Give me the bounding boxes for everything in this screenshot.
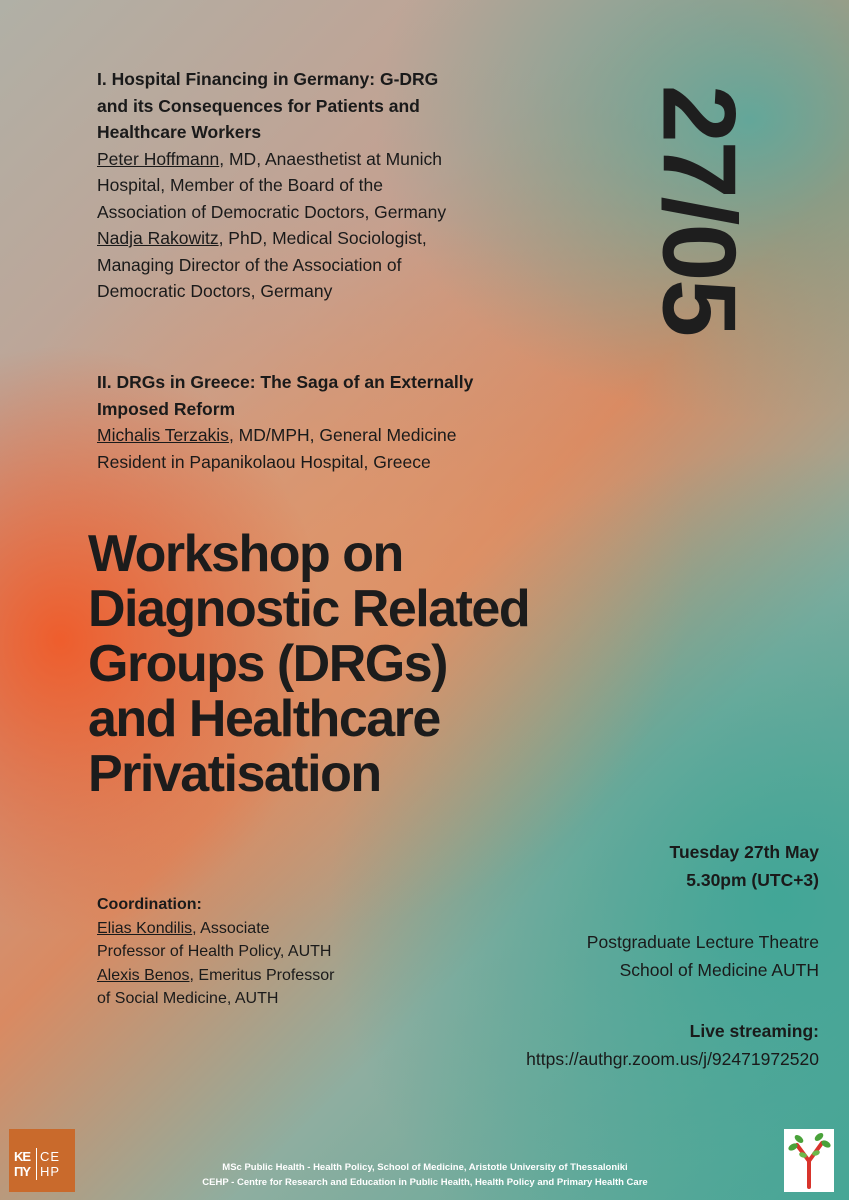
headline-line: Groups (DRGs) (88, 635, 447, 693)
speaker-2-line (97, 225, 517, 252)
speaker-3-desc: , MD/MPH, General Medicine (228, 425, 457, 445)
event-hour: 5.30pm (UTC+3) (686, 870, 819, 890)
footer (120, 1160, 730, 1190)
coordinator-1-line (97, 917, 397, 941)
speaker-3-desc: Resident in Papanikolaou Hospital, Greece (97, 451, 431, 472)
logo-text: KE (14, 1149, 31, 1164)
event-time (670, 838, 819, 894)
coordinator-2-desc: , Emeritus Professor (189, 966, 335, 984)
live-stream-link[interactable]: https://authgr.zoom.us/j/92471972520 (526, 1049, 819, 1069)
coordinator-2-desc: of Social Medicine, AUTH (97, 990, 279, 1007)
talk-1 (97, 66, 517, 305)
headline-line: Privatisation (88, 745, 381, 803)
coordinator-1-desc: , Associate (192, 919, 270, 937)
speaker-3-name: Michalis Terzakis (97, 425, 229, 445)
headline-line: Diagnostic Related (88, 580, 530, 638)
talk-1-title-line: and its Consequences for Patients and (97, 95, 420, 116)
speaker-2-desc: Democratic Doctors, Germany (97, 281, 333, 301)
coordinator-1-desc: Professor of Health Policy, AUTH (97, 943, 332, 960)
event-location (587, 928, 819, 984)
logo-text: HP (40, 1164, 61, 1179)
speaker-3-line (97, 422, 517, 449)
location-line: Postgraduate Lecture Theatre (586, 932, 819, 952)
university-tree-logo (784, 1129, 834, 1192)
speaker-2-desc: Managing Director of the Association of (97, 254, 402, 275)
logo-divider (36, 1148, 37, 1180)
coordination-title: Coordination: (97, 896, 202, 913)
speaker-1-line (97, 146, 517, 173)
tree-icon (784, 1129, 834, 1192)
speaker-1-desc: , MD, Anaesthetist at Munich (219, 148, 442, 169)
coordinator-1-name: Elias Kondilis (97, 919, 193, 937)
logo-text: CE (40, 1149, 61, 1164)
event-date-text: 27/05 (640, 84, 757, 336)
coordination (97, 893, 397, 1011)
coordinator-2-line (97, 964, 397, 988)
event-date (640, 60, 757, 360)
speaker-1-desc: Hospital, Member of the Board of the (97, 175, 383, 195)
cehp-logo (9, 1129, 75, 1192)
footer-line: MSc Public Health - Health Policy, School of Medicine, Aristotle University of Thessaloniki (222, 1162, 628, 1173)
headline-line: Workshop on (88, 525, 403, 583)
coordinator-2-name: Alexis Benos (97, 966, 190, 984)
talk-2-title-line: II. DRGs in Greece: The Saga of an Externally (97, 372, 474, 392)
speaker-1-desc: Association of Democratic Doctors, Germany (97, 201, 447, 222)
talk-1-title-line: I. Hospital Financing in Germany: G-DRG (97, 69, 439, 89)
speaker-2-name: Nadja Rakowitz (97, 228, 219, 248)
talk-2 (97, 369, 517, 475)
logo-text: ΠΥ (14, 1164, 31, 1179)
talk-1-title-line: Healthcare Workers (97, 122, 262, 142)
headline-line: and Healthcare (88, 690, 440, 748)
location-line: School of Medicine AUTH (619, 960, 819, 980)
speaker-2-desc: , PhD, Medical Sociologist, (218, 228, 427, 248)
speaker-1-name: Peter Hoffmann (97, 148, 220, 169)
footer-line: CEHP - Centre for Research and Education in Public Health, Health Policy and Primary Health Care (202, 1177, 648, 1188)
live-stream-label: Live streaming: (689, 1021, 819, 1041)
talk-2-title-line: Imposed Reform (97, 398, 236, 419)
event-day: Tuesday 27th May (669, 842, 819, 862)
live-stream (526, 1017, 819, 1073)
headline (88, 527, 708, 802)
